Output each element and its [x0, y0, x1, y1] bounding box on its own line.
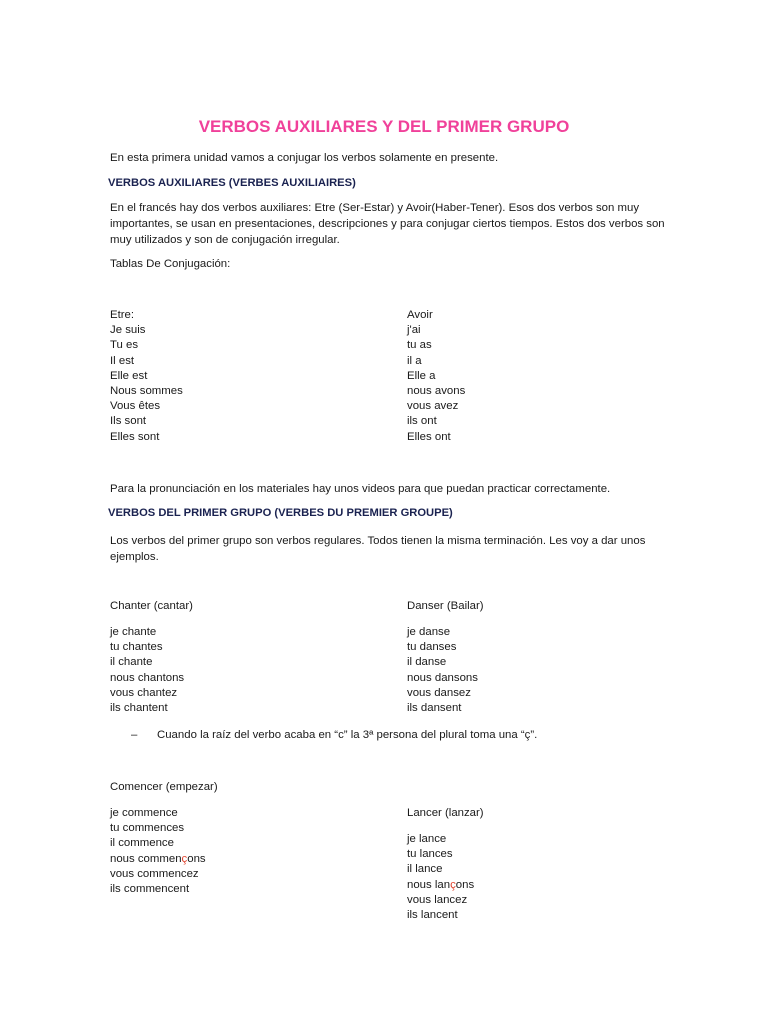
commencer-line: ils commencent [110, 883, 190, 896]
lancer-ending: ons [455, 878, 475, 891]
commencer-line: vous commencez [110, 867, 199, 880]
lancer-line: tu lances [407, 848, 453, 861]
chanter-line: je chante [110, 626, 157, 638]
etre-line: Je suis [110, 324, 146, 337]
etre-line: Etre: [110, 309, 135, 321]
avoir-line: vous avez [407, 400, 459, 413]
etre-conjugation-table [110, 308, 183, 445]
lancer-line: vous lancez [407, 893, 468, 906]
commencer-stem: nous commen [110, 852, 182, 865]
primer-grupo-paragraph: Los verbos del primer grupo son verbos regulares. Todos tienen la misma terminación. Les voy a dar unos ejemplos. [110, 535, 646, 563]
danser-conjugation-table [407, 625, 478, 716]
commencer-line [110, 852, 206, 867]
chanter-line: vous chantez [110, 686, 178, 699]
intro-paragraph: En esta primera unidad vamos a conjugar los verbos solamente en presente. [110, 152, 499, 164]
chanter-line: ils chantent [110, 702, 168, 715]
document-title: VERBOS AUXILIARES Y DEL PRIMER GRUPO [198, 117, 570, 136]
danser-line: il danse [407, 656, 447, 669]
etre-line: Elles sont [110, 430, 160, 443]
lancer-conjugation-table [407, 832, 474, 923]
commencer-ending: ons [187, 852, 206, 865]
avoir-line: Elles ont [407, 430, 451, 443]
lancer-title: Lancer (lanzar) [407, 807, 484, 819]
chanter-line: il chante [110, 656, 153, 669]
cedilla-highlight: ç [450, 878, 456, 891]
danser-line: tu danses [407, 641, 457, 654]
etre-line: Elle est [110, 369, 148, 382]
danser-line: ils dansent [407, 702, 462, 715]
commencer-line: tu commences [110, 822, 185, 835]
chanter-line: tu chantes [110, 641, 163, 654]
pronunciation-paragraph: Para la pronunciación en los materiales hay unos videos para que puedan practicar correctamente. [110, 483, 611, 495]
avoir-conjugation-table [407, 308, 465, 445]
commencer-line: il commence [110, 837, 174, 850]
chanter-title: Chanter (cantar) [110, 600, 193, 612]
section-auxiliares-heading: VERBOS AUXILIARES (VERBES AUXILIAIRES) [108, 177, 356, 189]
etre-line: Ils sont [110, 415, 147, 428]
cedilla-note: Cuando la raíz del verbo acaba en “c” la 3ª persona del plural toma una “ç”. [157, 729, 538, 741]
avoir-line: j'ai [407, 324, 421, 337]
etre-line: Tu es [110, 339, 139, 352]
danser-line: je danse [407, 626, 451, 638]
danser-line: vous dansez [407, 686, 471, 699]
commencer-line: je commence [110, 807, 178, 819]
avoir-line: tu as [407, 339, 432, 352]
avoir-line: il a [407, 354, 422, 367]
avoir-line: Avoir [407, 309, 433, 321]
commencer-conjugation-table [110, 806, 206, 897]
lancer-line [407, 878, 474, 893]
lancer-line: je lance [407, 833, 447, 845]
chanter-conjugation-table [110, 625, 184, 716]
etre-line: Nous sommes [110, 385, 183, 398]
tables-label: Tablas De Conjugación: [110, 258, 231, 270]
lancer-stem: nous lan [407, 878, 451, 891]
section-primer-grupo-heading: VERBOS DEL PRIMER GRUPO (VERBES DU PREMIER GROUPE) [108, 507, 453, 519]
etre-line: Il est [110, 354, 135, 367]
chanter-line: nous chantons [110, 671, 185, 684]
avoir-line: nous avons [407, 385, 466, 398]
cedilla-highlight: ç [181, 852, 188, 865]
auxiliares-paragraph: En el francés hay dos verbos auxiliares: Etre (Ser-Estar) y Avoir(Haber-Tener). Esos dos verbos son muy importantes, se usan en presentaciones, descripciones y para conjugar ciertos tiempos. Estos dos verbos son muy utilizados y son de conjugación irregular. [110, 202, 665, 246]
lancer-line: il lance [407, 863, 443, 876]
bullet-dash-icon: – [131, 729, 138, 741]
danser-title: Danser (Bailar) [407, 600, 484, 612]
avoir-line: ils ont [407, 415, 437, 428]
commencer-title: Comencer (empezar) [110, 781, 218, 793]
danser-line: nous dansons [407, 671, 478, 684]
etre-line: Vous êtes [110, 400, 161, 413]
lancer-line: ils lancent [407, 909, 458, 922]
avoir-line: Elle a [407, 369, 436, 382]
